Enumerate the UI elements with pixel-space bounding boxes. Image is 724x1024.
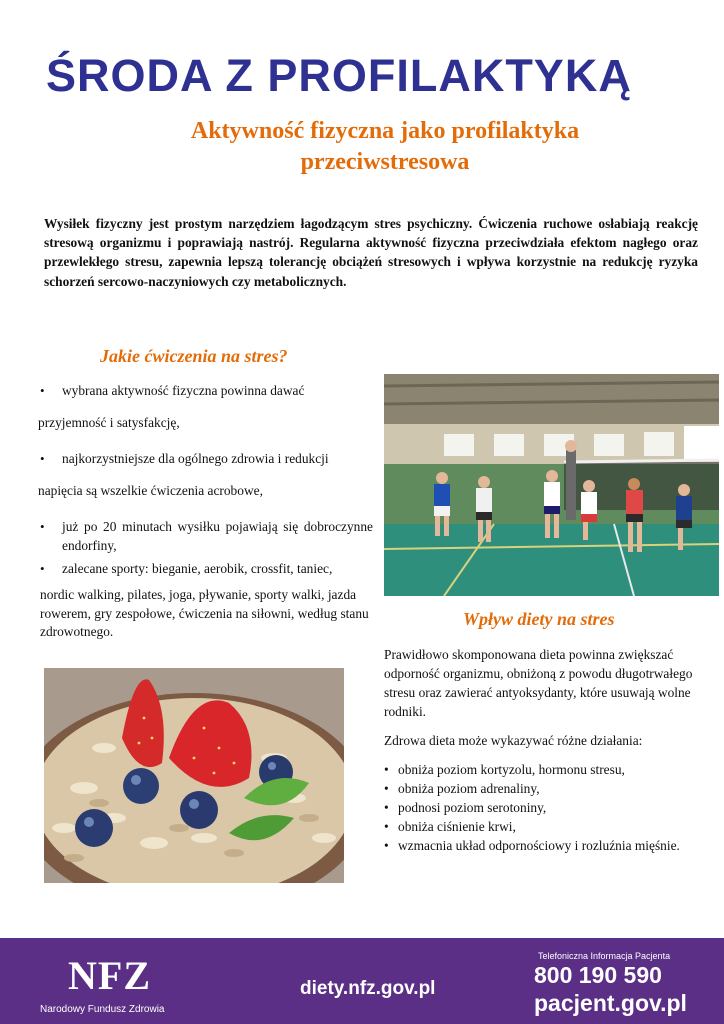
- list-item-text: wybrana aktywność fizyczna powinna dawać: [62, 383, 305, 398]
- phone-number[interactable]: 800 190 590: [534, 962, 662, 988]
- oatmeal-photo: [44, 668, 344, 883]
- list-item: • obniża ciśnienie krwi,: [384, 817, 704, 836]
- page-title: [60, 116, 710, 178]
- pacjent-website-link[interactable]: pacjent.gov.pl: [534, 990, 687, 1016]
- list-item: [38, 381, 373, 432]
- page-title-line-2: przeciwstresowa: [300, 149, 470, 175]
- diet-section: [384, 645, 704, 855]
- list-item-text: zalecane sporty: bieganie, aerobik, crossfit, taniec,: [62, 561, 333, 576]
- phone-label: Telefoniczna Informacja Pacjenta: [538, 951, 671, 961]
- exercises-heading: Jakie ćwiczenia na stres?: [100, 346, 288, 366]
- list-item: • wzmacnia układ odpornościowy i rozluźnia mięśnie.: [384, 836, 704, 855]
- brand-title: ŚRODA Z PROFILAKTYKĄ: [46, 50, 632, 101]
- list-item-continuation: przyjemność i satysfakcję,: [38, 415, 180, 430]
- list-item: • podnosi poziom serotoniny,: [384, 798, 704, 817]
- diet-paragraph: Zdrowa dieta może wykazywać różne działania:: [384, 733, 643, 748]
- list-item: [38, 449, 373, 500]
- list-item: • obniża poziom adrenaliny,: [384, 779, 704, 798]
- nfz-logo-subtitle: Narodowy Fundusz Zdrowia: [40, 1004, 165, 1015]
- list-item-text: już po 20 minutach wysiłku pojawiają się dobroczynne endorfiny,: [62, 519, 373, 553]
- intro-paragraph: Wysiłek fizyczny jest prostym narzędziem łagodzącym stres psychiczny. Ćwiczenia ruchowe osłabiają reakcję stresową organizmu i poprawiają nastrój. Regularna aktywność fizyczna przeciwdziała efektom nagłego oraz przewlekłego stresu, zapewnia lepszą tolerancję obciążeń stresowych i wpływa korzystnie na redukcję ryzyka schorzeń sercowo-naczyniowych czy metabolicznych.: [44, 216, 698, 289]
- diety-website-link[interactable]: diety.nfz.gov.pl: [300, 978, 436, 999]
- diet-heading: Wpływ diety na stres: [463, 609, 615, 629]
- list-item-continuation: napięcia są wszelkie ćwiczenia acrobowe,: [38, 483, 263, 498]
- diet-paragraph: Prawidłowo skomponowana dieta powinna zwiększać odporność organizmu, obniżoną z powodu długotrwałego stresu oraz zawierać antyoksydanty, które usuwają wolne rodniki.: [384, 647, 693, 719]
- diet-effects-list: [384, 760, 704, 855]
- exercises-list: [38, 381, 373, 642]
- list-item-text: najkorzystniejsze dla ogólnego zdrowia i redukcji: [62, 451, 329, 466]
- list-item: • obniża poziom kortyzolu, hormonu stresu,: [384, 760, 704, 779]
- list-item: [38, 559, 373, 578]
- nfz-logo: NFZ: [68, 953, 151, 998]
- exercises-tail-text: nordic walking, pilates, joga, pływanie, sporty walki, jazda rowerem, gry zespołowe, ćwiczenia na siłowni, według stanu zdrowotnego.: [40, 587, 369, 639]
- list-item: [38, 517, 373, 555]
- volleyball-photo: [384, 374, 719, 596]
- page-title-line-1: Aktywność fizyczna jako profilaktyka: [190, 118, 580, 144]
